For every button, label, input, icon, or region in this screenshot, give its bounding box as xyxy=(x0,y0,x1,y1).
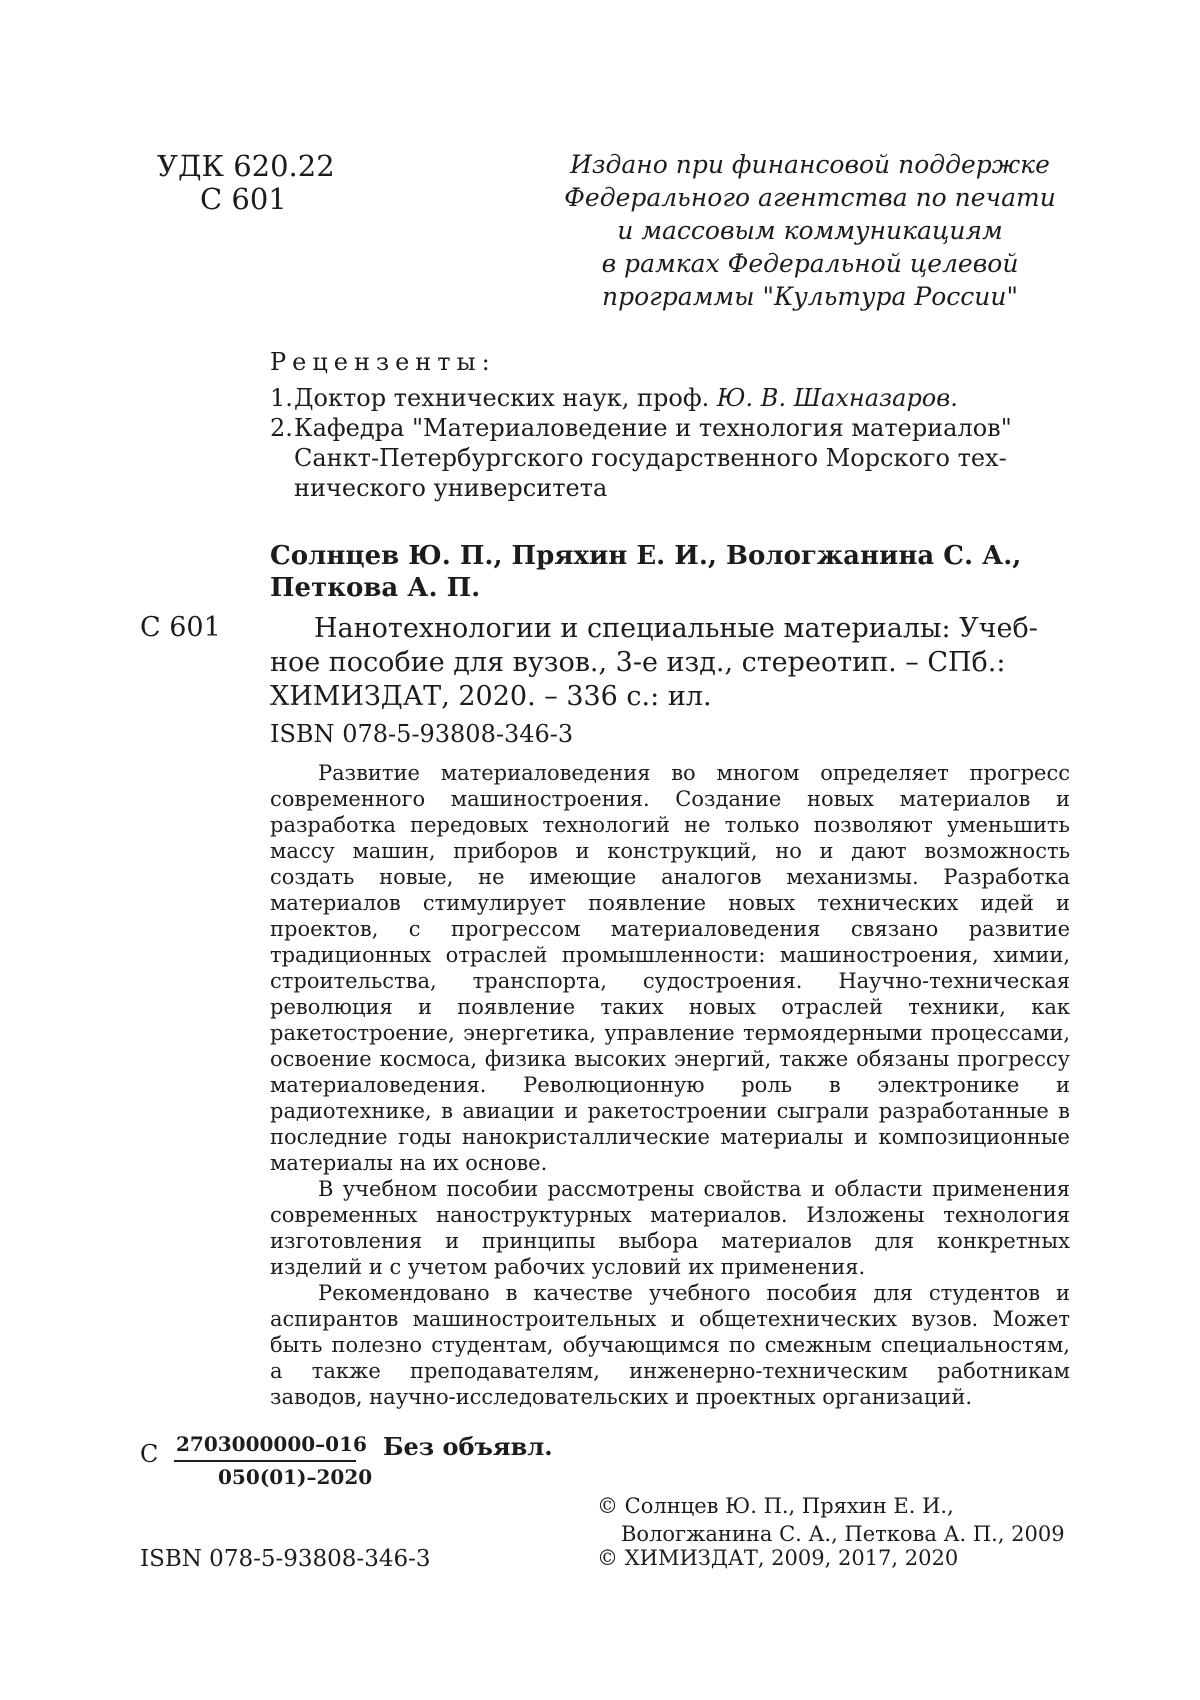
copyright-authors xyxy=(597,1492,1065,1548)
reviewer-number: 1. xyxy=(270,384,293,412)
annotation xyxy=(270,760,1070,1410)
reviewer-name: Ю. В. Шахназаров. xyxy=(716,384,958,412)
udk-code: УДК 620.22 xyxy=(157,149,335,183)
funding-line: Федерального агентства по печати xyxy=(564,183,1056,212)
author-mark: С 601 xyxy=(200,182,287,216)
funding-line: программы "Культура России" xyxy=(602,282,1018,311)
reviewer-number: 2. xyxy=(270,414,293,442)
classification-note: Без объявл. xyxy=(383,1432,553,1461)
copyright-line: © Солнцев Ю. П., Пряхин Е. И., xyxy=(597,1494,954,1518)
funding-line: в рамках Федеральной целевой xyxy=(601,249,1019,278)
annotation-paragraph: В учебном пособии рассмотрены свойства и области применения современных наноструктурных материалов. Изложены технология изготовления и принципы выбора материалов для конкретных изделий и с учетом рабочих условий их применения. xyxy=(270,1177,1070,1279)
isbn-bottom: ISBN 078-5-93808-346-3 xyxy=(140,1546,431,1572)
reviewer-text: Доктор технических наук, проф. Ю. В. Шахназаров. xyxy=(294,384,958,412)
annotation-paragraph: Развитие материаловедения во многом определяет прогресс современного машиностроения. Создание новых материалов и разработка передовых технологий не только позволяют уменьшить массу машин, приборов и конструкций, но и дают возможность создать новые, не имеющие аналогов механизмы. Разработка материалов стимулирует появление новых технических идей и проектов, с прогрессом материаловедения связано развитие традиционных отраслей промышленности: машиностроения, химии, строительства, транспорта, судостроения. Научно-техническая революция и появление таких новых отраслей техники, как ракетостроение, энергетика, управление термоядерными процессами, освоение космоса, физика высоких энергий, также обязаны прогрессу материаловедения. Революционную роль в электронике и радиотехнике, в авиации и ракетостроении сыграли разработанные в последние годы нанокристаллические материалы и композиционные материалы на их основе. xyxy=(270,761,1070,1175)
reviewer-text-cont: Санкт-Петербургского государственного Морского тех- xyxy=(294,444,1007,472)
catalog-code: С 601 xyxy=(140,612,221,643)
copyright-line: Вологжанина С. А., Петкова А. П., 2009 xyxy=(621,1522,1065,1546)
reviewer-item xyxy=(270,413,1070,443)
classification-letter: С xyxy=(140,1440,159,1468)
authors xyxy=(270,540,1090,604)
copyright-publisher: © ХИМИЗДАТ, 2009, 2017, 2020 xyxy=(597,1546,959,1570)
authors-line: Петкова А. П. xyxy=(270,573,481,603)
annotation-paragraph: Рекомендовано в качестве учебного пособия для студентов и аспирантов машиностроительных и общетехнических вузов. Может быть полезно студентам, обучающимся по смежным специальностям, а также преподавателям, инженерно-техническим работникам заводов, научно-исследовательских и проектных организаций. xyxy=(270,1281,1070,1409)
reviewer-item xyxy=(270,383,1070,413)
book-title xyxy=(270,612,1070,714)
title-line: ХИМИЗДАТ, 2020. – 336 с.: ил. xyxy=(270,681,712,712)
classification-denominator: 050(01)–2020 xyxy=(218,1465,373,1489)
funding-line: Издано при финансовой поддержке xyxy=(570,150,1050,179)
reviewer-text: Кафедра "Материаловедение и технология материалов" xyxy=(294,414,1012,442)
funding-note xyxy=(540,148,1080,313)
reviewers-list xyxy=(270,383,1070,503)
title-line: ное пособие для вузов., 3-е изд., стереотип. – СПб.: xyxy=(270,647,1006,678)
funding-line: и массовым коммуникациям xyxy=(617,216,1003,245)
reviewer-text-cont: нического университета xyxy=(294,474,608,502)
title-line: Нанотехнологии и специальные материалы: Учеб- xyxy=(314,613,1038,644)
classification-numerator: 2703000000–016 xyxy=(176,1432,367,1456)
isbn: ISBN 078-5-93808-346-3 xyxy=(270,720,574,748)
authors-line: Солнцев Ю. П., Пряхин Е. И., Вологжанина С. А., xyxy=(270,541,1022,571)
udk-block xyxy=(157,150,335,216)
fraction-line xyxy=(174,1460,356,1462)
reviewers-heading: Рецензенты: xyxy=(270,348,496,376)
